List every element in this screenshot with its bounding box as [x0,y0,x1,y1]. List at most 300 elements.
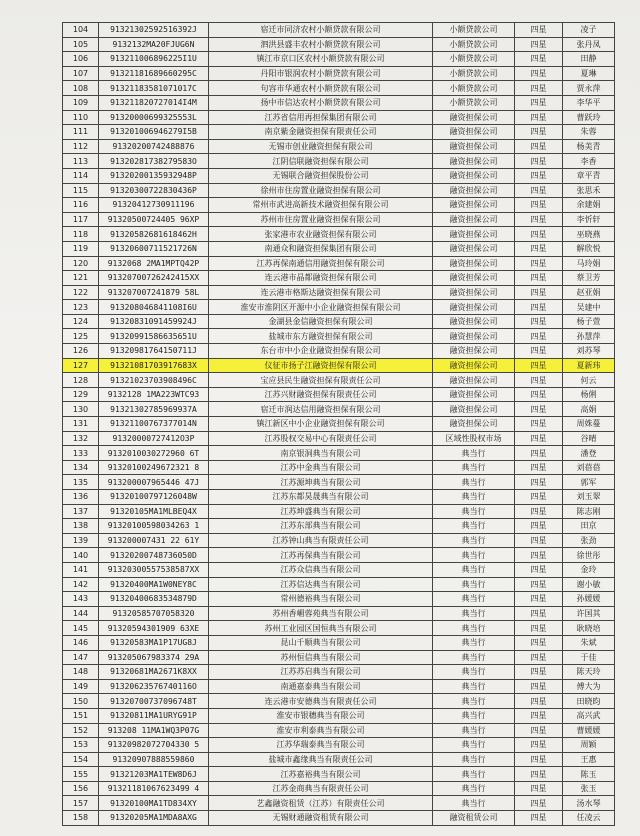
institution-type-cell: 融资担保公司 [433,139,515,154]
company-name-cell: 江苏源坤典当有限公司 [209,475,433,490]
rating-cell: 四星 [515,329,563,344]
row-number-cell: 149 [63,679,99,694]
rating-cell: 四星 [515,168,563,183]
credit-code-cell: 91320981764150711J [99,344,209,359]
row-number-cell: 136 [63,490,99,505]
institution-type-cell: 小额贷款公司 [433,95,515,110]
rating-cell: 四星 [515,650,563,665]
contact-person-cell: 何云 [563,373,615,388]
credit-code-cell: 91320585707058320 [99,606,209,621]
contact-person-cell: 章平青 [563,168,615,183]
table-row [63,358,615,373]
company-name-cell: 南京紫金融资担保有限责任公司 [209,125,433,140]
table-row [63,606,615,621]
table-row [63,139,615,154]
contact-person-cell: 汤水琴 [563,796,615,811]
table-row [63,300,615,315]
contact-person-cell: 余建娟 [563,198,615,213]
credit-code-cell: 913208046841108I6U [99,300,209,315]
company-name-cell: 镇江市京口区农村小额贷款有限公司 [209,52,433,67]
institution-type-cell: 融资担保公司 [433,300,515,315]
institution-type-cell: 融资担保公司 [433,183,515,198]
row-number-cell: 123 [63,300,99,315]
company-name-cell: 南京银洞典当有限公司 [209,446,433,461]
table-row [63,417,615,432]
rating-cell: 四星 [515,577,563,592]
table-row [63,285,615,300]
table-row [63,241,615,256]
credit-code-cell: 91320100MA1TD834XY [99,796,209,811]
credit-code-cell: 91320700726242415XX [99,271,209,286]
contact-person-cell: 巫晓燕 [563,227,615,242]
table-row [63,95,615,110]
row-number-cell: 129 [63,387,99,402]
rating-cell: 四星 [515,271,563,286]
credit-code-cell: 91320831091459924J [99,314,209,329]
institution-type-cell: 融资担保公司 [433,125,515,140]
row-number-cell: 125 [63,329,99,344]
company-name-cell: 南通众和融资担保集团有限公司 [209,241,433,256]
contact-person-cell: 田晓昀 [563,694,615,709]
institution-type-cell: 典当行 [433,504,515,519]
row-number-cell: 138 [63,519,99,534]
credit-code-cell: 9132010030272960 6T [99,446,209,461]
contact-person-cell: 田京 [563,519,615,534]
row-number-cell: 128 [63,373,99,388]
institution-type-cell: 融资担保公司 [433,271,515,286]
credit-code-cell: 91321181689660295C [99,66,209,81]
rating-cell: 四星 [515,373,563,388]
row-number-cell: 130 [63,402,99,417]
credit-code-cell: 91320205MA1MDA8AXG [99,811,209,826]
credit-code-cell: 91321100767377014N [99,417,209,432]
credit-code-cell: 9132128 1MA223WTC93 [99,387,209,402]
rating-cell: 四星 [515,198,563,213]
table-row [63,519,615,534]
institution-type-cell: 融资担保公司 [433,256,515,271]
institution-type-cell: 区域性股权市场 [433,431,515,446]
institution-type-cell: 融资担保公司 [433,329,515,344]
contact-person-cell: 周姝蔓 [563,417,615,432]
company-name-cell: 宿迁市同济农村小额贷款有限公司 [209,23,433,38]
table-row [63,752,615,767]
company-name-cell: 江苏东都昊晟典当有限公司 [209,490,433,505]
credit-code-cell: 913211820727014I4M [99,95,209,110]
institution-type-cell: 融资担保公司 [433,358,515,373]
row-number-cell: 135 [63,475,99,490]
row-number-cell: 127 [63,358,99,373]
table-row [63,533,615,548]
table-body [63,23,615,826]
institution-type-cell: 典当行 [433,592,515,607]
credit-code-cell: 9132132MA20FJUG6N [99,37,209,52]
company-name-cell: 江苏嘉裕典当有限公司 [209,767,433,782]
contact-person-cell: 陈志刚 [563,504,615,519]
contact-person-cell: 刘玉翠 [563,490,615,505]
table-row [63,811,615,826]
row-number-cell: 143 [63,592,99,607]
credit-code-cell: 91320100598034263 1 [99,519,209,534]
table-row [63,168,615,183]
table-row [63,344,615,359]
rating-cell: 四星 [515,533,563,548]
institution-type-cell: 小额贷款公司 [433,66,515,81]
table-row [63,125,615,140]
contact-person-cell: 解欣悦 [563,241,615,256]
institution-type-cell: 融资担保公司 [433,198,515,213]
row-number-cell: 122 [63,285,99,300]
contact-person-cell: 张丹凤 [563,37,615,52]
company-name-cell: 江苏再保典当有限公司 [209,548,433,563]
company-name-cell: 镇江新区中小企业融资担保有限公司 [209,417,433,432]
contact-person-cell: 田静 [563,52,615,67]
credit-code-cell: 91320200742488876 [99,139,209,154]
row-number-cell: 118 [63,227,99,242]
credit-code-cell: 91320100797126048W [99,490,209,505]
credit-code-cell: 91321023703908496C [99,373,209,388]
row-number-cell: 141 [63,562,99,577]
row-number-cell: 108 [63,81,99,96]
company-name-cell: 淮安市淮阴区开源中小企业融资担保有限公司 [209,300,433,315]
institution-type-cell: 融资担保公司 [433,344,515,359]
rating-cell: 四星 [515,679,563,694]
table-row [63,694,615,709]
company-name-cell: 徐州市住房置业融资担保有限公司 [209,183,433,198]
table-row [63,66,615,81]
row-number-cell: 157 [63,796,99,811]
table-row [63,373,615,388]
row-number-cell: 151 [63,708,99,723]
contact-person-cell: 陈玉 [563,767,615,782]
company-name-cell: 句容市华通农村小额贷款有限公司 [209,81,433,96]
company-name-cell: 江苏东部典当有限公司 [209,519,433,534]
company-name-cell: 昆山千顺典当有限公司 [209,635,433,650]
row-number-cell: 114 [63,168,99,183]
company-name-cell: 江苏苏启典当有限公司 [209,665,433,680]
company-name-cell: 淮安市银穗典当有限公司 [209,708,433,723]
company-name-cell: 苏州工业园区国恒典当有限公司 [209,621,433,636]
contact-person-cell: 贾永萍 [563,81,615,96]
institution-type-cell: 典当行 [433,723,515,738]
institution-type-cell: 融资担保公司 [433,110,515,125]
table-row [63,387,615,402]
credit-code-cell: 913211006896225I1U [99,52,209,67]
company-name-cell: 金湖县金信融资担保有限公司 [209,314,433,329]
contact-person-cell: 朱斌 [563,635,615,650]
row-number-cell: 150 [63,694,99,709]
rating-cell: 四星 [515,81,563,96]
contact-person-cell: 耿晓培 [563,621,615,636]
table-row [63,635,615,650]
institution-type-cell: 小额贷款公司 [433,52,515,67]
rating-cell: 四星 [515,562,563,577]
institution-type-cell: 小额贷款公司 [433,37,515,52]
institution-type-cell: 融资担保公司 [433,417,515,432]
row-number-cell: 107 [63,66,99,81]
row-number-cell: 124 [63,314,99,329]
company-name-cell: 盐城市鑫缘典当有限责任公司 [209,752,433,767]
row-number-cell: 142 [63,577,99,592]
contact-person-cell: 马玲娟 [563,256,615,271]
contact-person-cell: 曹跃玲 [563,110,615,125]
table-row [63,212,615,227]
contact-person-cell: 夏琳 [563,66,615,81]
credit-code-cell: 91320623576740116O [99,679,209,694]
credit-code-cell: 913205067983374 29A [99,650,209,665]
table-row [63,723,615,738]
table-row [63,37,615,52]
rating-cell: 四星 [515,314,563,329]
institution-type-cell: 典当行 [433,679,515,694]
company-name-cell: 东台市中小企业融资担保有限公司 [209,344,433,359]
rating-cell: 四星 [515,490,563,505]
institution-type-cell: 融资租赁公司 [433,811,515,826]
credit-code-cell: 91320300722830436P [99,183,209,198]
table-row [63,23,615,38]
table-row [63,227,615,242]
rating-cell: 四星 [515,402,563,417]
table-row [63,431,615,446]
credit-code-cell: 91320100249672321 8 [99,460,209,475]
institution-type-cell: 融资担保公司 [433,402,515,417]
rating-cell: 四星 [515,300,563,315]
company-name-cell: 连云港市格斯达融资担保有限公司 [209,285,433,300]
table-row [63,562,615,577]
contact-person-cell: 凌子 [563,23,615,38]
company-name-cell: 连云港市安德典当有限责任公司 [209,694,433,709]
company-name-cell: 江苏兴财融资担保有限责任公司 [209,387,433,402]
credit-code-cell: 91320200748736050D [99,548,209,563]
institution-type-cell: 典当行 [433,796,515,811]
contact-person-cell: 张玉 [563,781,615,796]
rating-cell: 四星 [515,592,563,607]
contact-person-cell: 于佳 [563,650,615,665]
contact-person-cell: 李忻轩 [563,212,615,227]
institution-type-cell: 融资担保公司 [433,241,515,256]
contact-person-cell: 许国其 [563,606,615,621]
row-number-cell: 146 [63,635,99,650]
contact-person-cell: 高娟 [563,402,615,417]
company-name-cell: 南通嘉泰典当有限公司 [209,679,433,694]
contact-person-cell: 金玲 [563,562,615,577]
credit-code-cell: 91320400MA1W0NEY8C [99,577,209,592]
credit-code-cell: 91320500724405 96XP [99,212,209,227]
contact-person-cell: 杨美青 [563,139,615,154]
contact-person-cell: 王惠 [563,752,615,767]
company-name-cell: 无锡市创业融资担保有限公司 [209,139,433,154]
credit-code-cell: 913201006946279I5B [99,125,209,140]
table-row [63,52,615,67]
rating-cell: 四星 [515,125,563,140]
table-row [63,475,615,490]
row-number-cell: 115 [63,183,99,198]
institution-type-cell: 典当行 [433,694,515,709]
company-name-cell: 淮安市利泰典当有限公司 [209,723,433,738]
row-number-cell: 158 [63,811,99,826]
company-name-cell: 艺鑫融资租赁（江苏）有限责任公司 [209,796,433,811]
contact-person-cell: 任凌云 [563,811,615,826]
institution-type-cell: 典当行 [433,738,515,753]
credit-code-cell: 913208 11MA1WQ3P07G [99,723,209,738]
table-row [63,81,615,96]
rating-cell: 四星 [515,475,563,490]
row-number-cell: 119 [63,241,99,256]
credit-code-cell: 91321181067623499 4 [99,781,209,796]
credit-code-cell: 91321081703917683X [99,358,209,373]
table-row [63,650,615,665]
company-name-cell: 连云港市晶都融资担保有限公司 [209,271,433,286]
contact-person-cell: 孙媛媛 [563,592,615,607]
company-name-cell: 泗洪县盛丰农村小额贷款有限公司 [209,37,433,52]
row-number-cell: 117 [63,212,99,227]
rating-cell: 四星 [515,95,563,110]
rating-cell: 四星 [515,446,563,461]
row-number-cell: 155 [63,767,99,782]
rating-cell: 四星 [515,358,563,373]
table-row [63,402,615,417]
credit-code-cell: 91321302592516392J [99,23,209,38]
institution-type-cell: 典当行 [433,665,515,680]
rating-cell: 四星 [515,344,563,359]
company-name-cell: 扬中市信达农村小额贷款有限公司 [209,95,433,110]
rating-cell: 四星 [515,708,563,723]
credit-code-cell: 91320000727412O3P [99,431,209,446]
rating-cell: 四星 [515,723,563,738]
table-row [63,183,615,198]
table-row [63,738,615,753]
company-name-cell: 宿迁市润达信用融资担保有限公司 [209,402,433,417]
company-name-cell: 江苏省信用再担保集团有限公司 [209,110,433,125]
row-number-cell: 154 [63,752,99,767]
institution-type-cell: 典当行 [433,577,515,592]
contact-person-cell: 杨俐 [563,387,615,402]
institution-type-cell: 典当行 [433,606,515,621]
credit-code-cell: 91320681MA2671K8XX [99,665,209,680]
credit-code-cell: 91320907888559860 [99,752,209,767]
credit-code-cell: 913207007241879 58L [99,285,209,300]
table-row [63,198,615,213]
company-name-cell: 苏州香嵋蓉苑典当有限公司 [209,606,433,621]
rating-cell: 四星 [515,110,563,125]
table-row [63,154,615,169]
contact-person-cell: 吴建中 [563,300,615,315]
company-rating-table [62,22,615,826]
rating-cell: 四星 [515,139,563,154]
company-name-cell: 江苏再保南通信用融资担保有限公司 [209,256,433,271]
institution-type-cell: 典当行 [433,650,515,665]
table-row [63,665,615,680]
institution-type-cell: 融资担保公司 [433,314,515,329]
row-number-cell: 106 [63,52,99,67]
row-number-cell: 148 [63,665,99,680]
contact-person-cell: 孙慧萍 [563,329,615,344]
institution-type-cell: 融资担保公司 [433,285,515,300]
company-name-cell: 江苏华瑞泰典当有限公司 [209,738,433,753]
rating-cell: 四星 [515,227,563,242]
rating-cell: 四星 [515,781,563,796]
institution-type-cell: 融资担保公司 [433,168,515,183]
row-number-cell: 145 [63,621,99,636]
credit-code-cell: 91320300557538587XX [99,562,209,577]
rating-cell: 四星 [515,37,563,52]
company-name-cell: 无锡联合融资担保股份公司 [209,168,433,183]
rating-cell: 四星 [515,460,563,475]
credit-code-cell: 91320400683534879D [99,592,209,607]
table-row [63,110,615,125]
company-name-cell: 江苏众信典当有限公司 [209,562,433,577]
credit-code-cell: 91320811MA1URYG91P [99,708,209,723]
credit-code-cell: 91320000699325553L [99,110,209,125]
company-name-cell: 仪征市扬子江融资担保有限公司 [209,358,433,373]
row-number-cell: 104 [63,23,99,38]
table-row [63,796,615,811]
company-name-cell: 无锡财通融资租赁有限公司 [209,811,433,826]
contact-person-cell: 朱蓉 [563,125,615,140]
row-number-cell: 144 [63,606,99,621]
table-row [63,490,615,505]
credit-code-cell: 91320982072704330 5 [99,738,209,753]
rating-cell: 四星 [515,767,563,782]
credit-code-cell: 91320583MA1P17UG8J [99,635,209,650]
credit-code-cell: 91320582681618462H [99,227,209,242]
table-row [63,621,615,636]
rating-cell: 四星 [515,256,563,271]
institution-type-cell: 融资担保公司 [433,227,515,242]
table-row [63,577,615,592]
institution-type-cell: 小额贷款公司 [433,81,515,96]
table-row [63,767,615,782]
company-name-cell: 苏州市住房置业融资担保有限公司 [209,212,433,227]
rating-cell: 四星 [515,694,563,709]
institution-type-cell: 典当行 [433,781,515,796]
rating-cell: 四星 [515,212,563,227]
row-number-cell: 121 [63,271,99,286]
table-row [63,314,615,329]
institution-type-cell: 典当行 [433,490,515,505]
institution-type-cell: 典当行 [433,533,515,548]
row-number-cell: 134 [63,460,99,475]
rating-cell: 四星 [515,621,563,636]
row-number-cell: 131 [63,417,99,432]
company-name-cell: 江苏坤盛典当有限公司 [209,504,433,519]
contact-person-cell: 李华平 [563,95,615,110]
contact-person-cell: 张思禾 [563,183,615,198]
institution-type-cell: 典当行 [433,519,515,534]
row-number-cell: 109 [63,95,99,110]
table-row [63,256,615,271]
contact-person-cell: 杨子萱 [563,314,615,329]
contact-person-cell: 陈天玲 [563,665,615,680]
company-name-cell: 常州市武进高新技术融资担保有限公司 [209,198,433,213]
credit-code-cell: 91320600711521726N [99,241,209,256]
row-number-cell: 120 [63,256,99,271]
institution-type-cell: 小额贷款公司 [433,23,515,38]
contact-person-cell: 傅大为 [563,679,615,694]
institution-type-cell: 典当行 [433,635,515,650]
contact-person-cell: 李香 [563,154,615,169]
institution-type-cell: 融资担保公司 [433,373,515,388]
row-number-cell: 105 [63,37,99,52]
contact-person-cell: 潘登 [563,446,615,461]
credit-code-cell: 91320594301909 63XE [99,621,209,636]
rating-cell: 四星 [515,738,563,753]
credit-code-cell: 91320200135932948P [99,168,209,183]
rating-cell: 四星 [515,504,563,519]
rating-cell: 四星 [515,52,563,67]
row-number-cell: 111 [63,125,99,140]
contact-person-cell: 蔡卫芳 [563,271,615,286]
company-name-cell: 常州德裕典当有限公司 [209,592,433,607]
